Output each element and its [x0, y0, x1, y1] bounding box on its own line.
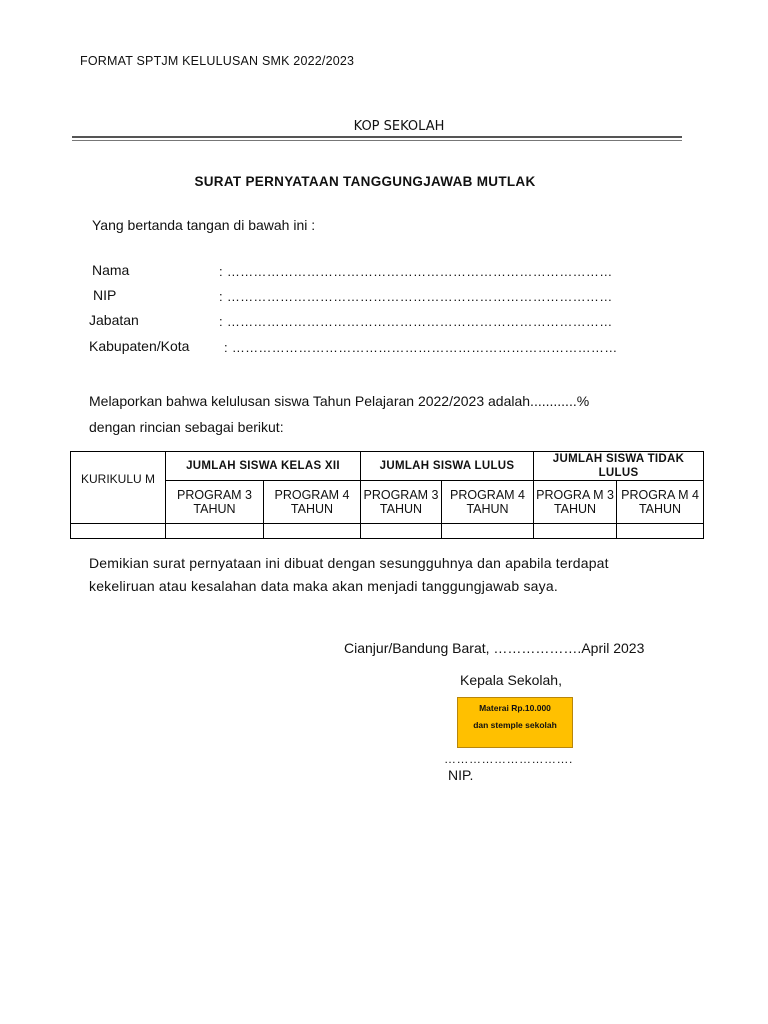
table-row: [71, 524, 704, 539]
rekap-table: [70, 451, 704, 539]
field-value-kabupaten: : ……………………………………………………………………………: [224, 340, 618, 355]
intro-text: Yang bertanda tangan di bawah ini :: [92, 217, 316, 233]
field-label-jabatan: Jabatan: [89, 312, 139, 328]
subheader-program: PROGRAM 3 TAHUN: [361, 481, 442, 524]
subheader-program: PROGRAM 3 TAHUN: [166, 481, 264, 524]
stamp-placeholder: [457, 697, 573, 748]
place-date: Cianjur/Bandung Barat, ……………….April 2023: [344, 640, 645, 656]
subheader-program: PROGRA M 4 TAHUN: [617, 481, 704, 524]
table-cell: [264, 524, 361, 539]
header-kurikulum: KURIKULU M: [71, 452, 166, 524]
subheader-program: PROGRA M 3 TAHUN: [534, 481, 617, 524]
kop-divider-thin: [72, 140, 682, 141]
signer-position: Kepala Sekolah,: [460, 672, 562, 688]
kop-divider: [72, 136, 682, 138]
report-line-1: Melaporkan bahwa kelulusan siswa Tahun Pelajaran 2022/2023 adalah............%: [89, 393, 590, 409]
table-cell: [361, 524, 442, 539]
field-value-nip: : ……………………………………………………………………………: [219, 289, 613, 304]
header-lulus: JUMLAH SISWA LULUS: [361, 452, 534, 481]
kop-sekolah: KOP SEKOLAH: [353, 119, 445, 134]
document-title: SURAT PERNYATAAN TANGGUNGJAWAB MUTLAK: [194, 174, 536, 189]
field-label-nip: NIP: [93, 287, 117, 303]
table-cell: [71, 524, 166, 539]
subheader-program: PROGRAM 4 TAHUN: [264, 481, 361, 524]
closing-line-1: Demikian surat pernyataan ini dibuat dengan sesungguhnya dan apabila terdapat: [89, 555, 609, 571]
closing-line-2: kekeliruan atau kesalahan data maka akan menjadi tanggungjawab saya.: [89, 578, 558, 594]
signer-nip: NIP.: [448, 767, 474, 783]
report-line-2: dengan rincian sebagai berikut:: [89, 419, 284, 435]
signer-name-dots: ………………………….: [444, 752, 573, 766]
table-cell: [534, 524, 617, 539]
stamp-line-2: dan stemple sekolah: [473, 720, 557, 730]
table-cell: [617, 524, 704, 539]
field-label-kabupaten: Kabupaten/Kota: [89, 338, 190, 354]
stamp-line-1: Materai Rp.10.000: [479, 703, 551, 713]
field-value-jabatan: : ……………………………………………………………………………: [219, 314, 613, 329]
header-tidak-lulus: JUMLAH SISWA TIDAK LULUS: [534, 452, 704, 481]
header-kelas-xii: JUMLAH SISWA KELAS XII: [166, 452, 361, 481]
field-value-nama: : ……………………………………………………………………………: [219, 264, 613, 279]
format-title: FORMAT SPTJM KELULUSAN SMK 2022/2023: [80, 54, 355, 68]
field-label-nama: Nama: [92, 262, 130, 278]
subheader-program: PROGRAM 4 TAHUN: [442, 481, 534, 524]
table-cell: [166, 524, 264, 539]
table-cell: [442, 524, 534, 539]
